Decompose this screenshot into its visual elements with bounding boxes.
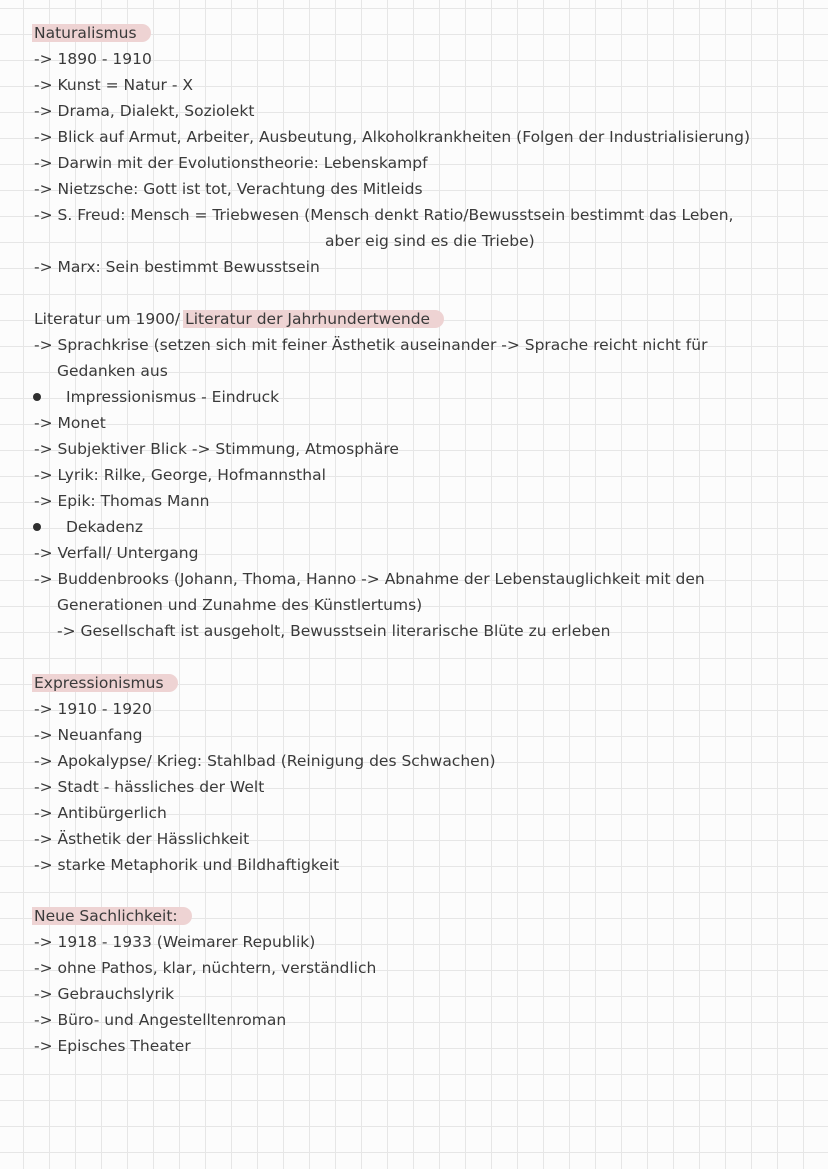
bullet-icon xyxy=(33,523,41,531)
note-line: -> Nietzsche: Gott ist tot, Verachtung des Mitleids xyxy=(34,180,423,198)
note-line: -> Gebrauchslyrik xyxy=(34,985,175,1003)
note-line: -> Sprachkrise (setzen sich mit feiner Ästhetik auseinander -> Sprache reicht nicht für xyxy=(34,336,708,354)
section-heading-neue-sachlichkeit: Neue Sachlichkeit: xyxy=(34,905,192,927)
note-line: -> Drama, Dialekt, Soziolekt xyxy=(34,102,255,120)
note-line: -> Stadt - hässliches der Welt xyxy=(34,778,265,796)
note-line: -> Antibürgerlich xyxy=(34,804,167,822)
note-line: -> Ästhetik der Hässlichkeit xyxy=(34,830,250,848)
note-line: -> starke Metaphorik und Bildhaftigkeit xyxy=(34,856,340,874)
note-line-sub: -> Gesellschaft ist ausgeholt, Bewusstsein literarische Blüte zu erleben xyxy=(57,622,611,640)
section-heading-naturalismus: Naturalismus xyxy=(34,22,151,44)
note-line: -> Subjektiver Blick -> Stimmung, Atmosphäre xyxy=(34,440,399,458)
note-line: -> Epik: Thomas Mann xyxy=(34,492,210,510)
note-line: -> Marx: Sein bestimmt Bewusstsein xyxy=(34,258,320,276)
note-line: -> 1890 - 1910 xyxy=(34,50,152,68)
heading-prefix: Literatur um 1900/ xyxy=(34,310,181,328)
note-line: -> Lyrik: Rilke, George, Hofmannsthal xyxy=(34,466,326,484)
note-line: -> Episches Theater xyxy=(34,1037,191,1055)
note-line: -> Blick auf Armut, Arbeiter, Ausbeutung, Alkoholkrankheiten (Folgen der Industrialisierung) xyxy=(34,128,750,146)
section-heading-jahrhundertwende xyxy=(34,308,444,330)
note-line: -> Kunst = Natur - X xyxy=(34,76,193,94)
bullet-item: Dekadenz xyxy=(66,518,144,536)
note-line: -> Apokalypse/ Krieg: Stahlbad (Reinigung des Schwachen) xyxy=(34,752,496,770)
bullet-icon xyxy=(33,393,41,401)
note-line-continuation: Gedanken aus xyxy=(57,362,168,380)
note-line: -> Monet xyxy=(34,414,106,432)
section-heading-expressionismus: Expressionismus xyxy=(34,672,178,694)
note-line: -> Darwin mit der Evolutionstheorie: Lebenskampf xyxy=(34,154,428,172)
note-line: -> S. Freud: Mensch = Triebwesen (Mensch denkt Ratio/Bewusstsein bestimmt das Leben, xyxy=(34,206,734,224)
note-line-continuation: Generationen und Zunahme des Künstlertums) xyxy=(57,596,423,614)
note-line: -> Buddenbrooks (Johann, Thoma, Hanno -> Abnahme der Lebenstauglichkeit mit den xyxy=(34,570,705,588)
heading-highlight: Literatur der Jahrhundertwende xyxy=(183,310,444,328)
note-line: -> Verfall/ Untergang xyxy=(34,544,199,562)
note-line: -> 1910 - 1920 xyxy=(34,700,152,718)
note-line-continuation: aber eig sind es die Triebe) xyxy=(325,232,535,250)
note-line: -> 1918 - 1933 (Weimarer Republik) xyxy=(34,933,316,951)
bullet-item: Impressionismus - Eindruck xyxy=(66,388,280,406)
note-line: -> Neuanfang xyxy=(34,726,143,744)
note-line: -> Büro- und Angestelltenroman xyxy=(34,1011,287,1029)
note-line: -> ohne Pathos, klar, nüchtern, verständlich xyxy=(34,959,377,977)
